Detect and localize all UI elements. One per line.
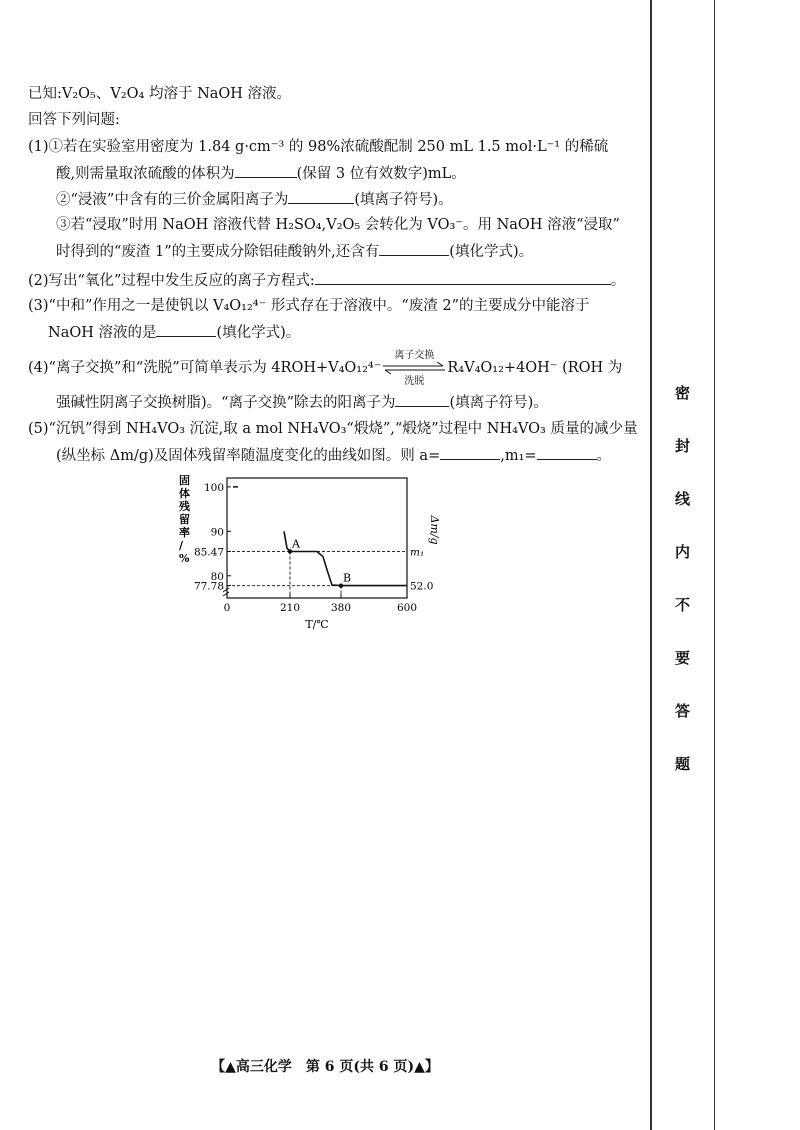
q3-line-b <box>48 322 300 343</box>
chart-ylabel-char: 固 <box>179 474 190 487</box>
answer-blank[interactable] <box>379 241 449 256</box>
x-tick-label: 600 <box>396 602 418 614</box>
answer-blank[interactable] <box>156 322 216 337</box>
x-tick-label: 210 <box>279 602 301 614</box>
q1-c-tail: (填离子符号)。 <box>354 192 453 208</box>
page-footer: 【▲高三化学 第 6 页(共 6 页)▲】 <box>211 1059 439 1075</box>
chart-ylabel-right: Δm/g <box>428 515 441 545</box>
q3-b-tail: (填化学式)。 <box>216 325 301 341</box>
answer-blank[interactable] <box>288 189 354 204</box>
right-label: m₁ <box>410 546 425 559</box>
y-tick-label: 85.47 <box>193 546 224 559</box>
chart-ylabel-char: / <box>179 539 184 552</box>
q1-line-b <box>56 163 466 184</box>
seal-char: 线 <box>675 490 691 508</box>
answer-blank[interactable] <box>235 163 297 178</box>
q2-text: (2)写出“氧化”过程中发生反应的离子方程式: <box>28 273 315 289</box>
arrow-label-bottom: 洗脱 <box>404 376 425 387</box>
q4-line-a <box>28 350 623 387</box>
right-label: 52.0 <box>410 580 434 593</box>
q1-b-text: 酸,则需量取浓硫酸的体积为 <box>56 166 235 182</box>
q1-line-d: ③若“浸取”时用 NaOH 溶液代替 H₂SO₄,V₂O₅ 会转化为 VO₃⁻。用 NaOH 溶液“浸取” <box>56 217 620 233</box>
answer-blank[interactable] <box>315 270 611 285</box>
q1-e-tail: (填化学式)。 <box>449 244 534 260</box>
seal-char: 题 <box>675 755 691 773</box>
q4-line-b <box>56 392 548 413</box>
y-tick-label: 77.78 <box>193 580 224 593</box>
q1-line-e <box>56 241 533 262</box>
q1-e-text: 时得到的“废渣 1”的主要成分除铝硅酸钠外,还含有 <box>56 244 380 260</box>
q1-c-text: ②“浸液”中含有的三价金属阳离子为 <box>56 192 289 208</box>
q4-a-text: (4)“离子交换”和“洗脱”可简单表示为 4ROH+V₄O₁₂⁴⁻ <box>28 360 382 376</box>
chart-ylabel-char: 留 <box>179 513 190 526</box>
answer-blank-a[interactable] <box>440 445 500 460</box>
q4-a-tail: R₄V₄O₁₂+4OH⁻ (ROH 为 <box>447 360 623 376</box>
answer-blank-m1[interactable] <box>537 445 597 460</box>
seal-char: 密 <box>675 384 691 402</box>
chart-ylabel-char: 体 <box>179 487 190 500</box>
binding-rule-outer <box>714 0 715 1130</box>
q1-line-c <box>56 189 453 210</box>
q5-b-mid: ,m₁= <box>500 448 537 464</box>
plot-frame <box>227 478 407 598</box>
y-tick-label: 100 <box>203 481 224 494</box>
arrow-label-top: 离子交换 <box>394 350 435 361</box>
x-tick-label: 0 <box>223 602 231 614</box>
answer-prompt: 回答下列问题: <box>28 112 120 128</box>
q5-line-a: (5)“沉钒”得到 NH₄VO₃ 沉淀,取 a mol NH₄VO₃“煅烧”,“煅烧”过程中 NH₄VO₃ 质量的减少量 <box>28 421 638 437</box>
point-label: A <box>292 537 300 551</box>
q5-b-tail: 。 <box>596 448 612 464</box>
q2-tail: 。 <box>610 273 626 289</box>
q2-line <box>28 270 625 291</box>
equilibrium-arrow <box>381 350 447 387</box>
calcination-chart <box>175 470 475 635</box>
seal-char: 不 <box>675 596 691 614</box>
q4-b-text: 强碱性阴离子交换树脂)。“离子交换”除去的阳离子为 <box>56 395 396 411</box>
answer-blank[interactable] <box>395 392 449 407</box>
q3-line-a: (3)“中和”作用之一是使钒以 V₄O₁₂⁴⁻ 形式存在于溶液中。“废渣 2”的主要成分中能溶于 <box>28 298 590 314</box>
seal-char: 内 <box>675 543 691 561</box>
y-tick-label: 90 <box>210 526 224 539</box>
q1-b-tail: (保留 3 位有效数字)mL。 <box>296 166 466 182</box>
chart-xlabel: T/℃ <box>305 618 329 631</box>
q1-line-a: (1)①若在实验室用密度为 1.84 g·cm⁻³ 的 98%浓硫酸配制 250 mL 1.5 mol·L⁻¹ 的稀硫 <box>28 139 609 155</box>
chart-ylabel-char: 残 <box>179 500 190 513</box>
chart-ylabel-char: % <box>179 552 190 565</box>
x-tick-label: 380 <box>330 602 352 614</box>
chart-ylabel-char: 率 <box>179 526 190 539</box>
known-info: 已知:V₂O₅、V₂O₄ 均溶于 NaOH 溶液。 <box>28 86 292 102</box>
q4-b-tail: (填离子符号)。 <box>449 395 548 411</box>
point-label: B <box>343 571 352 585</box>
q3-b-text: NaOH 溶液的是 <box>48 325 157 341</box>
q5-b-text: (纵坐标 Δm/g)及固体残留率随温度变化的曲线如图。则 a= <box>56 448 441 464</box>
binding-rule <box>650 0 652 1130</box>
seal-char: 封 <box>675 437 691 455</box>
seal-char: 要 <box>675 649 691 667</box>
y-tick-label: 80 <box>210 570 224 583</box>
seal-char: 答 <box>675 702 691 720</box>
q5-line-b <box>56 445 611 466</box>
